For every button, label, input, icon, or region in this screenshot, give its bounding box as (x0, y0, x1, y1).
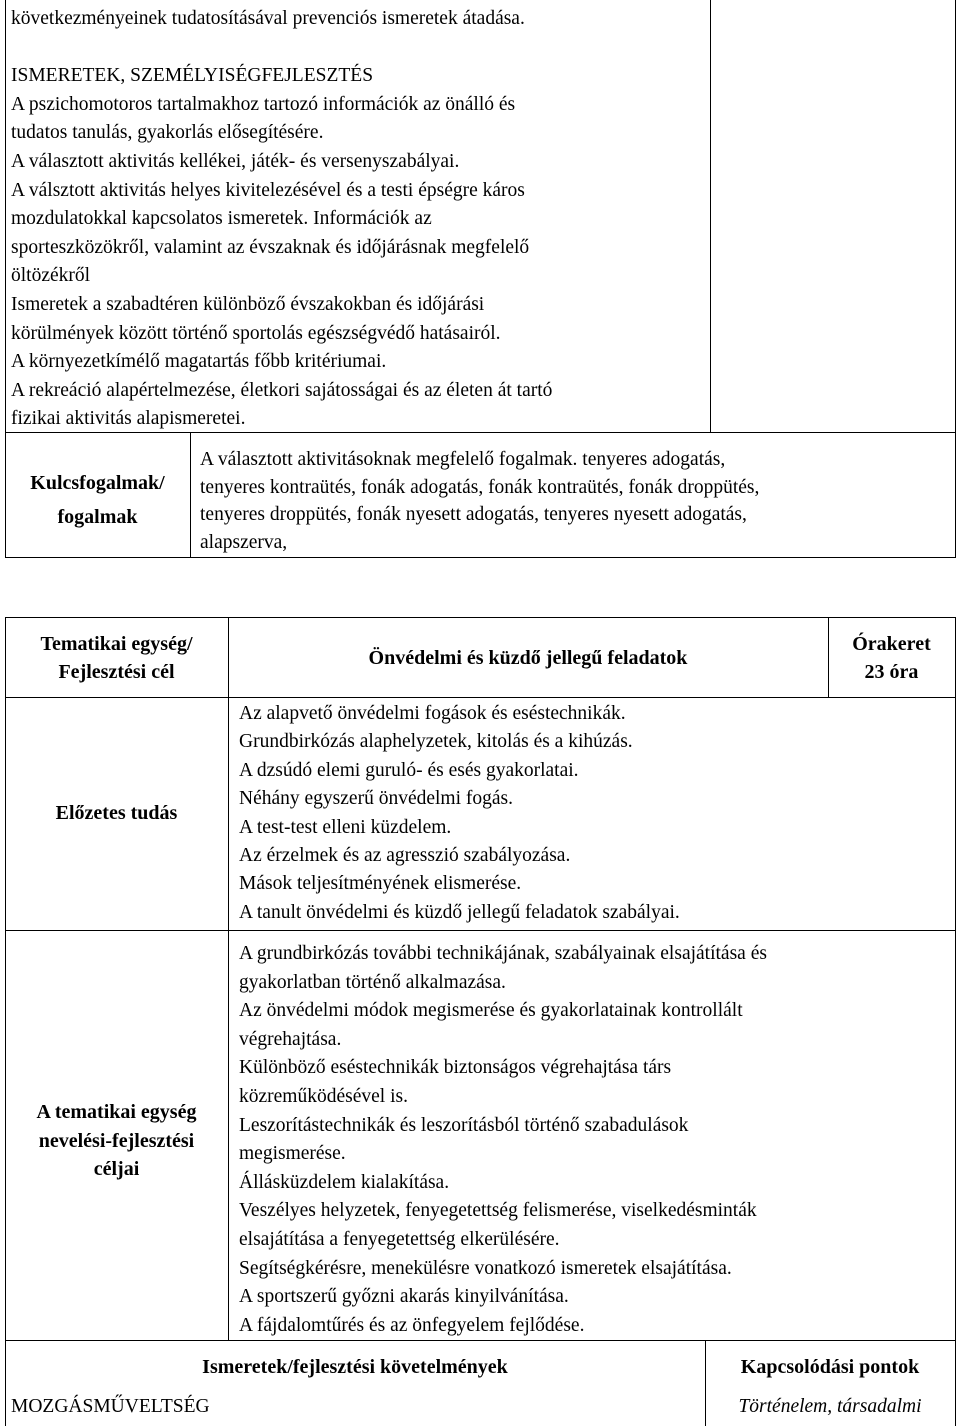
content-line: A környezetkímélő magatartás főbb kritériumai. (11, 351, 387, 373)
prior-knowledge-line: A tanult önvédelmi és küzdő jellegű feladatok szabályai. (239, 901, 680, 923)
unit-table-row-divider (5, 930, 956, 931)
prior-knowledge-line: Mások teljesítményének elismerése. (239, 873, 522, 895)
connections-header: Kapcsolódási pontok (740, 1356, 920, 1378)
goals-line: A grundbirkózás további technikájának, szabályainak elsajátítása és (239, 943, 767, 964)
table-col-divider (190, 432, 191, 558)
hours-label: Órakeret (852, 633, 931, 655)
requirements-header: Ismeretek/fejlesztési követelmények (202, 1356, 508, 1378)
content-line: mozdulatokkal kapcsolatos ismeretek. Információk az (11, 208, 432, 230)
goals-label-line: nevelési-fejlesztési (38, 1129, 195, 1152)
prior-knowledge-line: A dzsúdó elemi guruló- és esés gyakorlatai. (239, 759, 579, 781)
content-line: ISMERETEK, SZEMÉLYISÉGFEJLESZTÉS (11, 65, 374, 87)
goals-line: megismerése. (239, 1143, 346, 1165)
keywords-label-line: fogalmak (57, 506, 138, 528)
unit-table-label-col (228, 617, 229, 1340)
content-line: A válsztott aktivitás helyes kivitelezésével és a testi épségre káros (11, 179, 525, 201)
keywords-line: tenyeres kontraütés, fonák adogatás, fonák kontraütés, fonák droppütés, (200, 476, 760, 498)
table-border-bottom (5, 557, 956, 558)
content-line: öltözékről (11, 265, 91, 287)
unit-table-border-top (5, 617, 956, 618)
unit-title: Önvédelmi és küzdő jellegű feladatok (368, 647, 688, 669)
content-line: A pszichomotoros tartalmakhoz tartozó információk az önálló és (11, 93, 516, 115)
goals-content (239, 940, 767, 1340)
content-line: körülmények között történő sportolás egészségvédő hatásairól. (11, 322, 501, 344)
unit-table-border-left (5, 617, 6, 1426)
goals-line: Különböző eséstechnikák biztonságos végrehajtása társ (239, 1057, 672, 1079)
goals-line: A fájdalomtűrés és az önfegyelem fejlődése. (239, 1314, 585, 1336)
goals-label-line: A tematikai egység (36, 1101, 197, 1123)
goals-label (5, 1098, 228, 1184)
goals-line: Segítségkérésre, menekülésre vonatkozó ismeretek elsajátítása. (239, 1257, 732, 1279)
content-line: A rekreáció alapértelmezése, életkori sajátosságai és az életen át tartó (11, 379, 553, 401)
hours-value: 23 óra (864, 661, 919, 683)
content-line: következményeinek tudatosításával prevenciós ismeretek átadása. (11, 8, 525, 29)
prior-knowledge-line: Néhány egyszerű önvédelmi fogás. (239, 788, 513, 810)
prior-knowledge-line: Az érzelmek és az agresszió szabályozása. (239, 845, 571, 867)
keywords-label-line: Kulcsfogalmak/ (30, 472, 165, 494)
goals-line: Leszorítástechnikák és leszorításból történő szabadulások (239, 1114, 689, 1136)
table-border-right (955, 0, 956, 558)
goals-line: közreműködésével is. (239, 1085, 408, 1107)
prior-knowledge-line: Az alapvető önvédelmi fogások és eséstechnikák. (239, 703, 626, 724)
content-line: sporteszközökről, valamint az évszaknak és időjárásnak megfelelő (11, 236, 530, 258)
knowledge-content (11, 5, 552, 434)
content-line: Ismeretek a szabadtéren különböző évszakokban és időjárási (11, 293, 485, 315)
goals-line: A sportszerű győzni akarás kinyilvánítása. (239, 1286, 569, 1308)
prior-knowledge-label: Előzetes tudás (55, 802, 178, 824)
connections-first-line: Történelem, társadalmi (738, 1396, 922, 1417)
goals-line: gyakorlatban történő alkalmazása. (239, 971, 506, 993)
keywords-line: A választott aktivitásoknak megfelelő fogalmak. tenyeres adogatás, (200, 449, 726, 470)
hours-cell (828, 630, 955, 686)
unit-header-label-line: Tematikai egység/ (40, 633, 193, 655)
table-border-mid (710, 0, 711, 432)
unit-header-label (5, 630, 228, 686)
goals-line: Állásküzdelem kialakítása. (239, 1171, 450, 1193)
content-line: fizikai aktivitás alapismeretei. (11, 408, 246, 430)
prior-knowledge-line: A test-test elleni küzdelem. (239, 816, 452, 838)
goals-label-line: céljai (93, 1158, 140, 1180)
content-line: tudatos tanulás, gyakorlás elősegítésére. (11, 122, 324, 144)
keywords-line: alapszerva, (200, 531, 288, 553)
unit-table-border-right (955, 617, 956, 1426)
unit-table-row-divider (5, 697, 956, 698)
keywords-content (200, 446, 759, 556)
goals-line: Az önvédelmi módok megismerése és gyakorlatainak kontrollált (239, 1000, 743, 1022)
goals-line: végrehajtása. (239, 1028, 342, 1050)
prior-knowledge-line: Grundbirkózás alaphelyzetek, kitolás és a kihúzás. (239, 731, 633, 753)
requirements-first-line: MOZGÁSMŰVELTSÉG (11, 1396, 210, 1417)
goals-line: elsajátítása a fenyegetettség elkerülésére. (239, 1228, 560, 1250)
unit-header-label-line: Fejlesztési cél (58, 661, 175, 683)
keywords-line: tenyeres droppütés, fonák nyesett adogatás, tenyeres nyesett adogatás, (200, 504, 747, 525)
prior-knowledge-content (239, 700, 680, 927)
goals-line: Veszélyes helyzetek, fenyegetettség felismerése, viselkedésminták (239, 1200, 757, 1222)
content-line (11, 34, 552, 63)
keywords-label (5, 466, 190, 534)
content-line: A választott aktivitás kellékei, játék- és versenyszabályai. (11, 150, 460, 172)
